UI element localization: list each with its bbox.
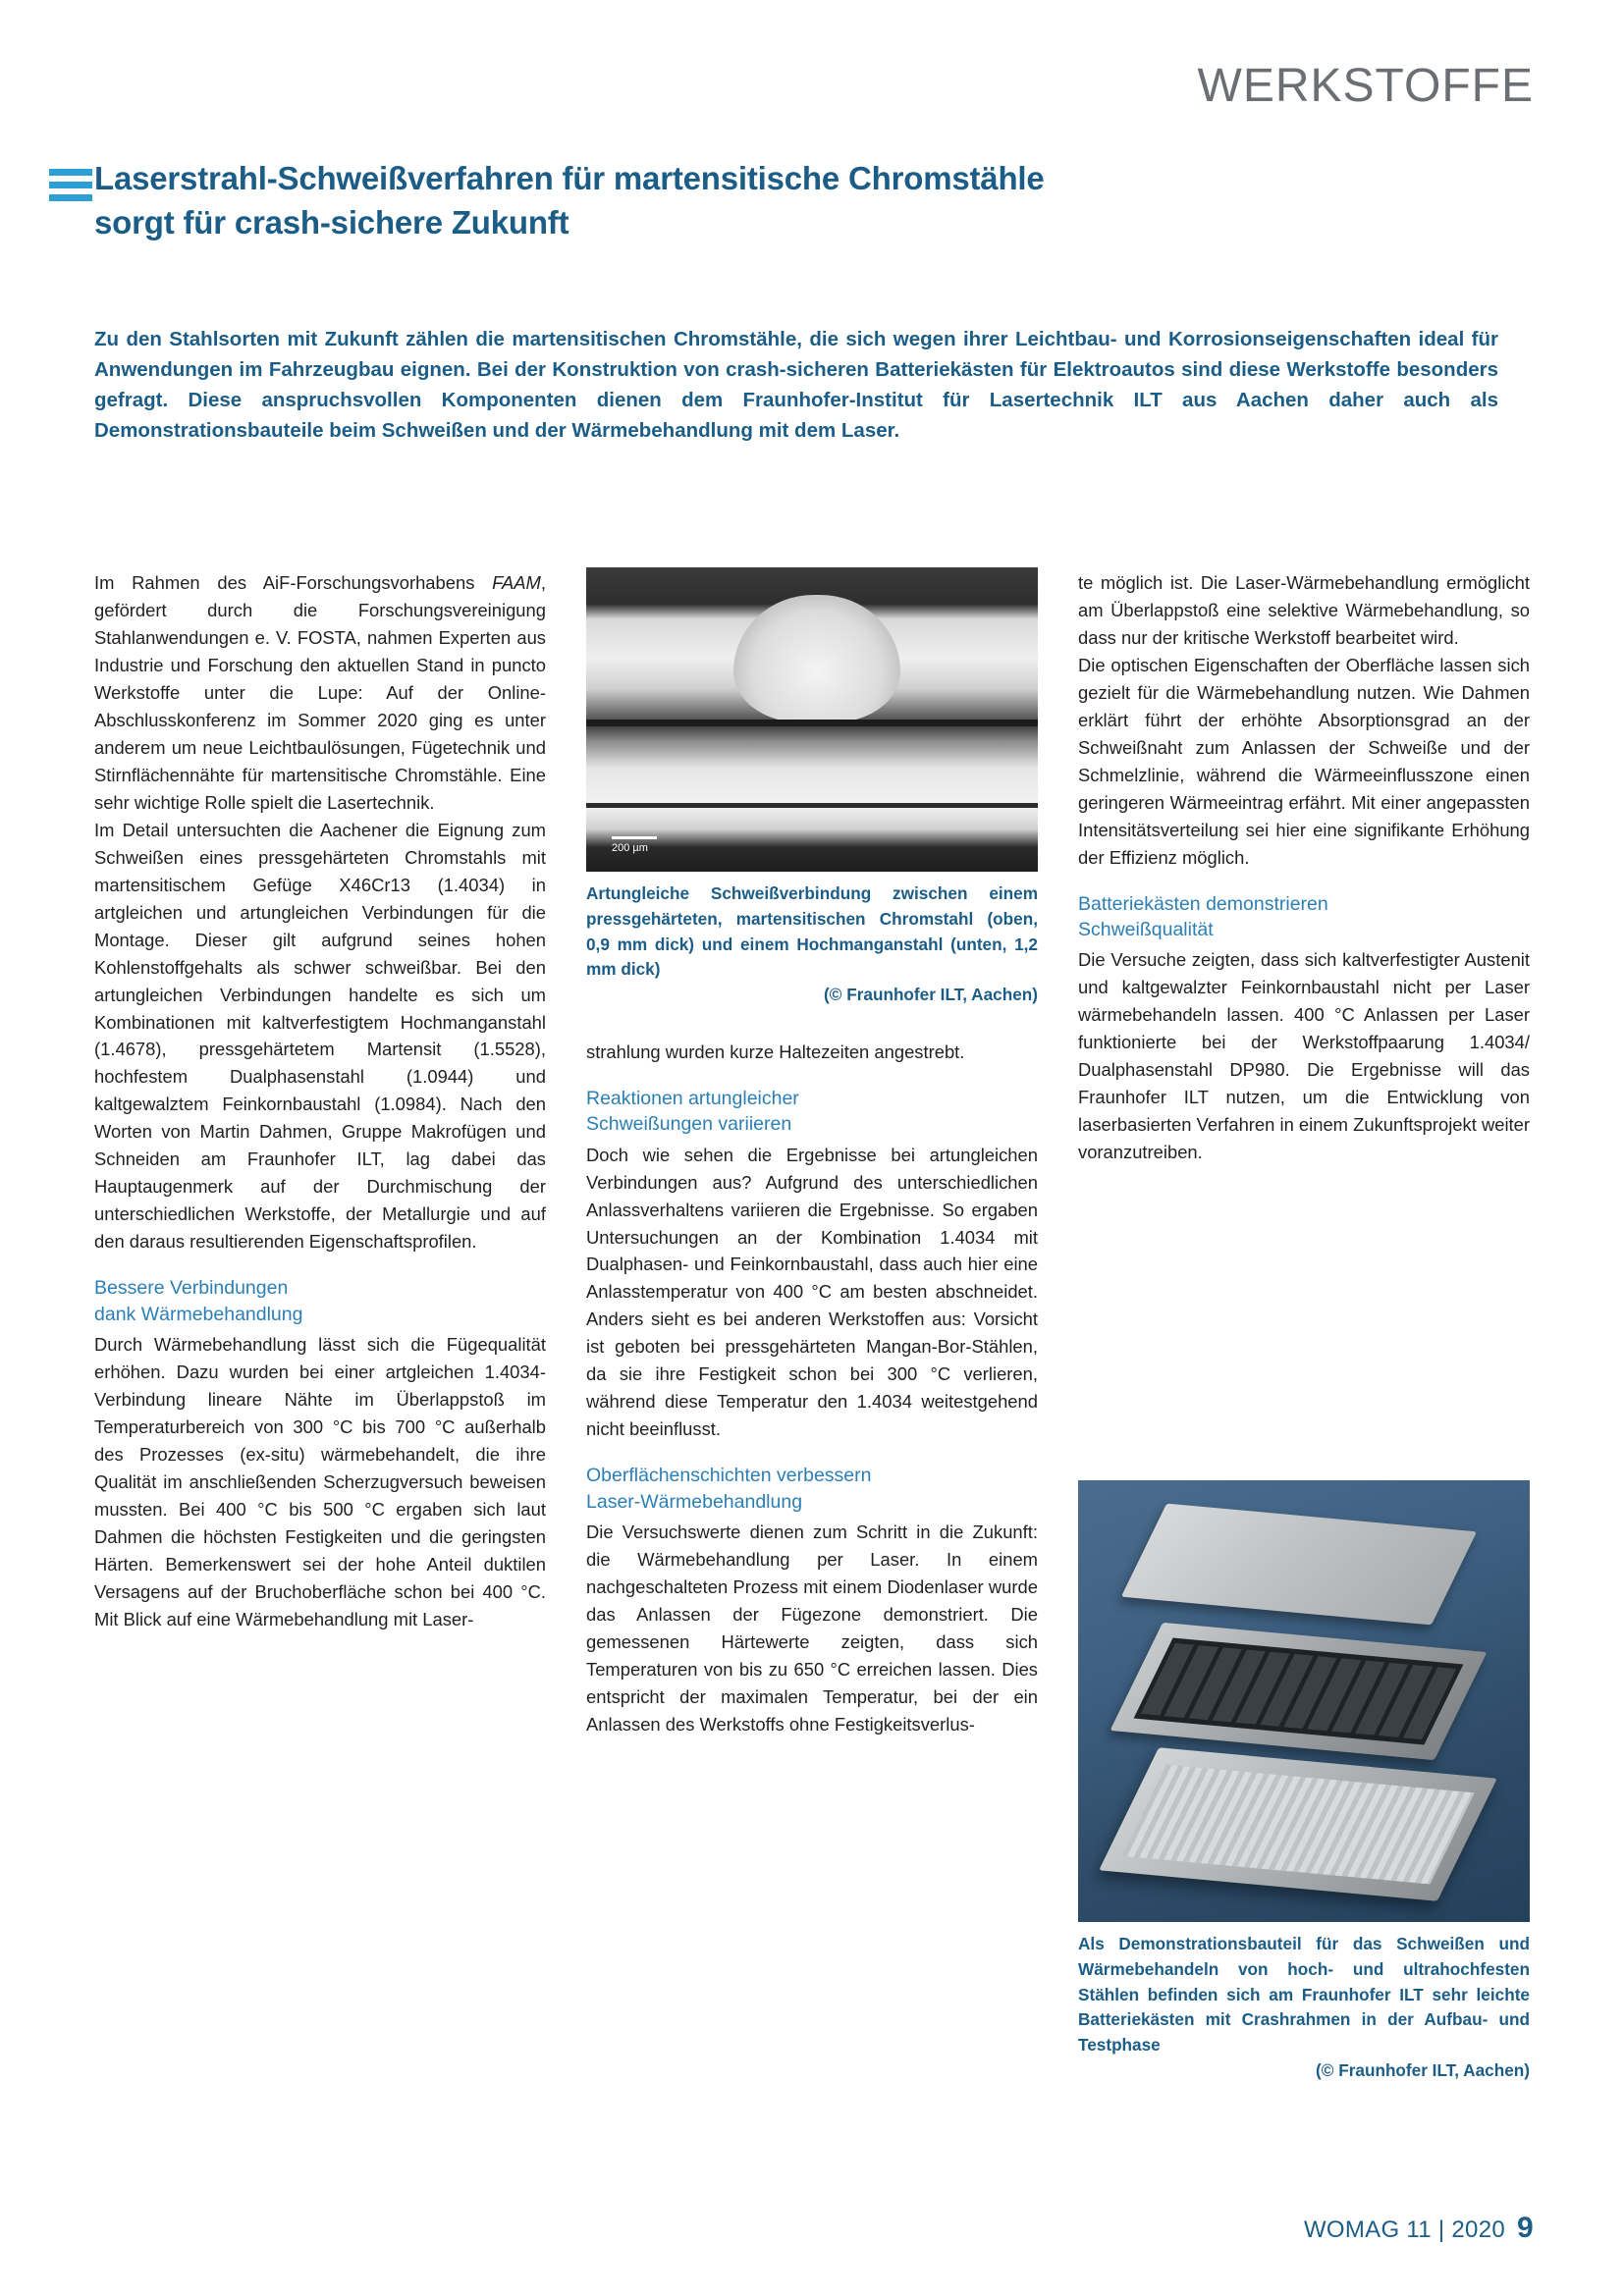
scale-bar-line <box>612 836 657 839</box>
figure-caption-text: Als Demonstrationsbauteil für das Schweißen und Wärmebehandeln von hoch- und ultrahochfesten Stählen befinden sich am Fraunhofer ILT sehr leichte Batteriekästen mit Crashrahmen in der Aufbau- und Testphase <box>1078 1934 1530 2056</box>
paragraph-part: , gefördert durch die Forschungsvereinigung Stahlanwendungen e. V. FOSTA, nahmen Experten aus Industrie und Forschung den aktuellen Stand in puncto Werkstoffe unter die Lupe: Auf der Online-Abschlusskonferenz im Sommer 2020 ging es unter anderem um neue Leichtbaulösungen, Fügetechnik und Stirnflächennähte für martensitische Chromstähle. Eine sehr wichtige Rolle spielt die Lasertechnik. <box>94 572 546 813</box>
issue-label: WOMAG 11 | 2020 <box>1303 2216 1505 2243</box>
emphasis-faam: FAAM <box>492 572 541 593</box>
subheading-line1: Reaktionen artungleicher <box>586 1087 799 1109</box>
paragraph: Die Versuche zeigten, dass sich kaltverfestigter Austenit und kaltgewalzter Feinkornbaustahl nicht per Laser wärmebehandeln lassen. 400 °C Anlassen per Laser funktionierte bei der Werkstoffpaarung 1.4034/ Dualphasenstahl DP980. Die Ergebnisse will das Fraunhofer ILT nutzen, um die Entwicklung von laserbasierten Verfahren in einem Zukunftsprojekt weiter voranzutreiben. <box>1078 949 1530 1163</box>
figure-image <box>1078 1480 1530 1922</box>
body-column-3 <box>1078 569 1530 1166</box>
subheading-line1: Oberflächenschichten verbessern <box>586 1465 872 1487</box>
battery-cells <box>1134 1637 1464 1744</box>
figure-caption-text: Artungleiche Schweißverbindung zwischen einem pressgehärteten, martensitischen Chromstahl (oben, 0,9 mm dick) und einem Hochmanganstahl (unten, 1,2 mm dick) <box>586 883 1038 980</box>
page-footer <box>1304 2212 1534 2245</box>
seam-line-bottom <box>586 803 1038 808</box>
figure-weld-cross-section <box>586 567 1038 1008</box>
paragraph: Im Detail untersuchten die Aachener die Eignung zum Schweißen eines pressgehärteten Chromstahls mit martensitischem Gefüge X46Cr13 (1.4034) in artgleichen und artungleichen Verbindungen für die Montage. Dieser gilt aufgrund seines hohen Kohlenstoffgehalts als schwer schweißbar. Bei den artungleichen Verbindungen handelte es sich um Kombinationen mit kaltverfestigtem Hochmanganstahl (1.4678), pressgehärtetem Martensit (1.5528), hochfestem Dualphasenstahl (1.0944) und kaltgewalztem Feinkornbaustahl (1.0984). Nach den Worten von Martin Dahmen, Gruppe Makrofügen und Schneiden am Fraunhofer ILT, lag dabei das Hauptaugenmerk auf der Durchmischung der unterschiedlichen Werkstoffe, der Metallurgie und auf den daraus resultierenden Eigenschaftsprofilen. <box>94 819 546 1253</box>
paragraph: Die optischen Eigenschaften der Oberfläche lassen sich gezielt für die Wärmebehandlung nutzen. Wie Dahmen erklärt führt der erhöhte Absorptionsgrad an der Schweißnaht zum Anlassen der Schweiße und der Schmelzlinie, während die Wärmeeinflusszone einen geringeren Wärmeeintrag erfährt. Mit einer angepassten Intensitätsverteilung sei hier eine signifikante Erhöhung der Effizienz möglich. <box>1078 654 1530 868</box>
paragraph: te möglich ist. Die Laser-Wärmebehandlung ermöglicht am Überlappstoß eine selektive Wärmebehandlung, so dass nur der kritische Werkstoff bearbeitet wird. <box>1078 572 1530 648</box>
battery-cell-module <box>1110 1623 1488 1760</box>
battery-base-tray <box>1099 1747 1497 1900</box>
figure-credit: (© Fraunhofer ILT, Aachen) <box>824 985 1038 1005</box>
subheading <box>94 1275 546 1327</box>
page-title-line1: Laserstrahl-Schweißverfahren für martensitische Chromstähle <box>94 160 1045 196</box>
weld-bead-shape <box>733 595 900 722</box>
subheading-line2: Schweißungen variieren <box>586 1113 792 1136</box>
page-title <box>94 157 1489 244</box>
subheading <box>586 1086 1038 1138</box>
paragraph-part: Im Rahmen des AiF-Forschungsvorhabens <box>94 572 493 593</box>
scale-bar <box>612 836 657 854</box>
paragraph <box>94 569 546 817</box>
figure-caption <box>586 881 1038 1008</box>
subheading-line2: dank Wärmebehandlung <box>94 1303 303 1325</box>
paragraph: strahlung wurden kurze Haltezeiten angestrebt. <box>586 1041 965 1062</box>
subheading-line2: Laser-Wärmebehandlung <box>586 1490 803 1513</box>
subheading <box>586 1463 1038 1515</box>
seam-line-top <box>586 720 1038 726</box>
page-number: 9 <box>1517 2212 1534 2244</box>
subheading <box>1078 891 1530 943</box>
subheading-line1: Bessere Verbindungen <box>94 1277 289 1300</box>
body-column-1 <box>94 569 546 1633</box>
article-lead: Zu den Stahlsorten mit Zukunft zählen die martensitischen Chromstähle, die sich wegen ihrer Leichtbau- und Korrosionseigenschaften ideal für Anwendungen im Fahrzeugbau eignen. Bei der Konstruktion von crash-sicheren Batteriekästen für Elektroautos sind diese Werkstoffe besonders gefragt. Diese anspruchsvollen Komponenten dienen dem Fraunhofer-Institut für Lasertechnik ILT aus Aachen daher auch als Demonstrationsbauteile beim Schweißen und der Wärmebehandlung mit dem Laser. <box>94 328 1498 443</box>
figure-battery-box <box>1078 1480 1530 2084</box>
subheading-line1: Batteriekästen demonstrieren <box>1078 892 1328 915</box>
paragraph: Doch wie sehen die Ergebnisse bei artungleichen Verbindungen aus? Aufgrund des unterschiedlichen Anlassverhaltens variieren die Ergebnisse. So ergaben Untersuchungen an der Kombination 1.4034 mit Dualphasen- und Feinkornbaustahl, dass auch hier eine Anlasstemperatur von 400 °C am besten abschneidet. Anders sieht es bei anderen Werkstoffen aus: Vorsicht ist geboten bei pressgehärteten Mangan-Bor-Stählen, da sie ihre Festigkeit schon bei 300 °C verlieren, während diese Temperatur den 1.4034 weitestgehend nicht beeinflusst. <box>586 1144 1038 1440</box>
figure-image <box>586 567 1038 872</box>
page-title-line2: sorgt für crash-sichere Zukunft <box>94 203 569 240</box>
base-tray-grid <box>1121 1765 1474 1885</box>
paragraph: Die Versuchswerte dienen zum Schritt in die Zukunft: die Wärmebehandlung per Laser. In einem nachgeschalteten Prozess mit einem Diodenlaser wurde das Anlassen der Fügezone demonstriert. Die gemessenen Härtewerte zeigten, dass sich Temperaturen von bis zu 650 °C erreichen lassen. Dies entspricht der maximalen Temperatur, bei der ein Anlassen des Werkstoffs ohne Festigkeitsverlus- <box>586 1521 1038 1735</box>
figure-credit: (© Fraunhofer ILT, Aachen) <box>1316 2059 1530 2080</box>
scale-bar-label: 200 µm <box>612 842 648 854</box>
figure-caption <box>1078 1932 1530 2084</box>
battery-lid-plate <box>1121 1504 1477 1626</box>
paragraph: Durch Wärmebehandlung lässt sich die Fügequalität erhöhen. Dazu wurden bei einer artgleichen 1.4034-Verbindung lineare Nähte im Überlappstoß im Temperaturbereich von 300 °C bis 700 °C außerhalb des Prozesses (ex-situ) wärmebehandelt, die ihre Qualität im anschließenden Scherzugversuch beweisen mussten. Bei 400 °C bis 500 °C ergaben sich laut Dahmen die höchsten Festigkeiten und die geringsten Härten. Bemerkenswert sei der hohe Anteil duktilen Versagens auf der Bruchoberfläche schon bei 400 °C. Mit Blick auf eine Wärmebehandlung mit Laser- <box>94 1333 546 1629</box>
hamburger-rule-icon <box>49 169 92 207</box>
body-column-2 <box>586 1039 1038 1738</box>
subheading-line2: Schweißqualität <box>1078 918 1214 940</box>
section-kicker: WERKSTOFFE <box>1197 60 1534 112</box>
